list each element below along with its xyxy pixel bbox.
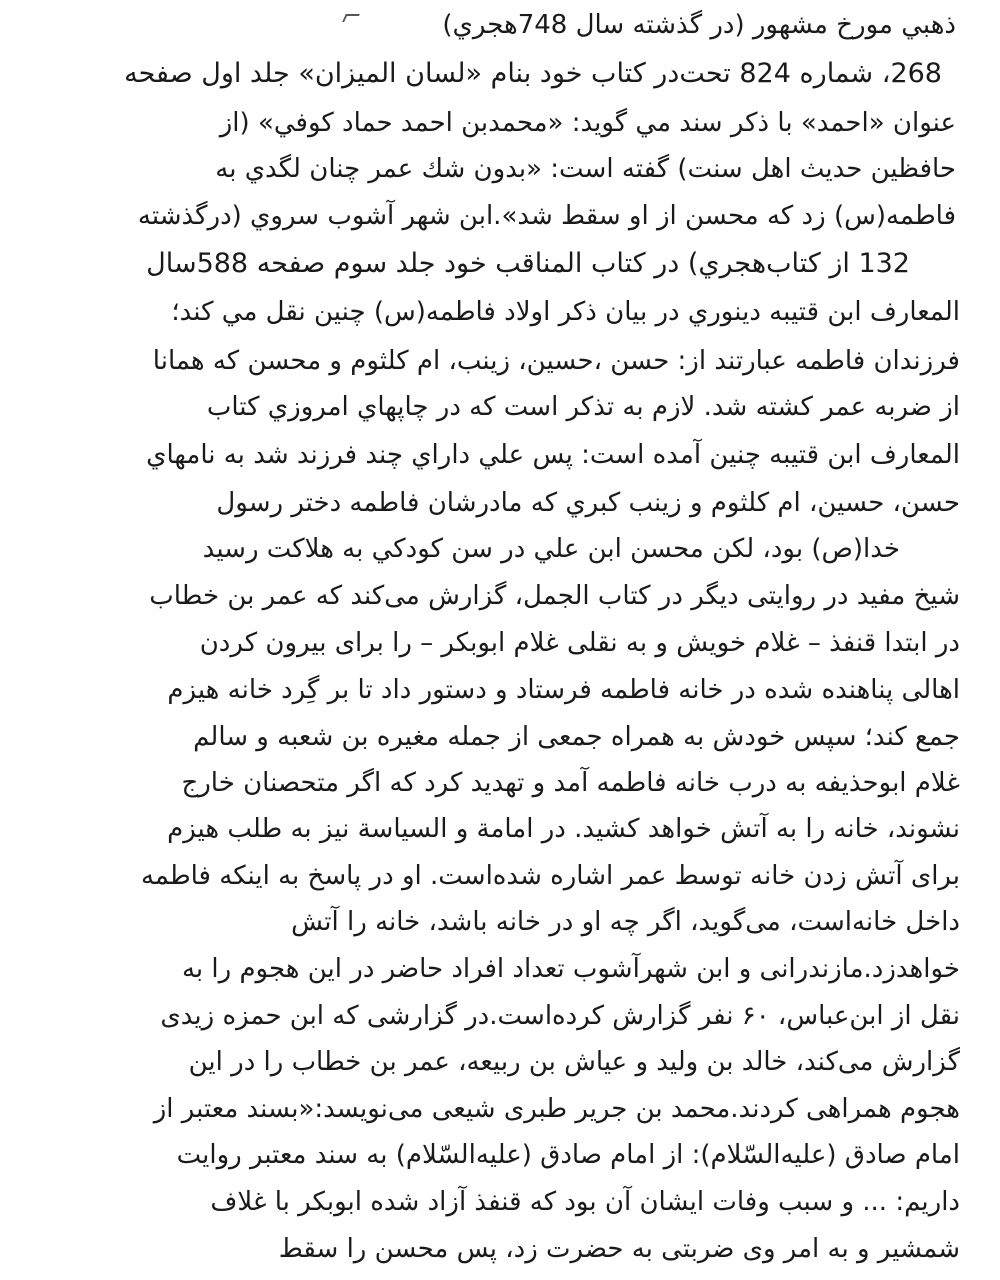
text-line-14: در ابتدا قنفذ – غلام خویش و به نقلی غلام ابوبکر – را برای بیرون کردن: [199, 628, 960, 658]
text-line-7: المعارف ابن قتيبه دينوري در بيان ذكر اولاد فاطمه(س) چنين نقل مي كند؛: [171, 297, 960, 327]
text-line-8: فرزندان فاطمه عبارتند از: حسن ،حسين، زينب، ام كلثوم و محسن كه همانا: [152, 346, 960, 376]
text-line-18: نشوند، خانه را به آتش خواهد کشید. در امامة و السیاسة نیز به طلب هیزم: [167, 814, 960, 844]
text-line-13: شیخ مفید در روایتی دیگر در کتاب الجمل، گزارش می‌کند که عمر بن خطاب: [149, 581, 960, 611]
text-line-15: اهالی پناهنده شده در خانه فاطمه فرستاد و دستور داد تا بر گِرد خانه هیزم: [167, 675, 960, 705]
text-line-9: از ضربه عمر كشته شد. لازم به تذكر است كه در چاپهاي امروزي كتاب: [206, 392, 960, 422]
text-line-1: ذهبي مورخ مشهور (در گذشته سال 748هجري): [442, 10, 956, 40]
text-line-2: 268، شماره 824 تحت‌در كتاب خود بنام «لسان الميزان» جلد اول صفحه: [124, 58, 942, 89]
text-line-5: فاطمه(س) زد كه محسن از او سقط شد».ابن شهر آشوب سروي (درگذشته: [137, 201, 956, 231]
text-line-16: جمع کند؛ سپس خودش به همراه جمعی از جمله مغیره بن شعبه و سالم: [193, 722, 960, 752]
text-line-25: امام صادق (علیه‌السّلام): از امام صادق (علیه‌السّلام) به سند معتبر روایت: [176, 1140, 960, 1170]
text-line-11: حسن، حسين، ام كلثوم و زينب كبري كه مادرشان فاطمه دختر رسول: [216, 488, 960, 518]
text-line-4: حافظين حديث اهل سنت) گفته است: «بدون شك عمر چنان لگدي به: [215, 154, 956, 184]
text-line-12: خدا(ص) بود، لكن محسن ابن علي در سن كودكي به هلاكت رسيد: [202, 534, 900, 564]
text-line-23: گزارش می‌کند، خالد بن ولید و عیاش بن ربیعه، عمر بن خطاب را در این: [188, 1047, 960, 1077]
text-line-22: نقل از ابن‌عباس، ۶۰ نفر گزارش کرده‌است.در گزارشی که ابن حمزه زیدی: [160, 1001, 960, 1031]
text-line-10: المعارف ابن قتيبه چنين آمده است: پس علي داراي چند فرزند شد به نامهاي: [146, 440, 960, 470]
text-line-26: داریم: ... و سبب وفات ایشان آن بود که قنفذ آزاد شده ابوبکر با غلاف: [210, 1187, 960, 1217]
text-line-19: برای آتش زدن خانه توسط عمر اشاره شده‌است. او در پاسخ به اینکه فاطمه: [140, 861, 960, 891]
text-line-21: خواهدزد.مازندرانی و ابن شهرآشوب تعداد افراد حاضر در این هجوم را به: [181, 954, 960, 984]
text-line-24: هجوم همراهی کردند.محمد بن جریر طبری شیعی می‌نویسد:«بسند معتبر از: [153, 1094, 960, 1124]
text-line-3: عنوان «احمد» با ذكر سند مي گويد: «محمدبن احمد حماد كوفي» (از: [219, 108, 956, 138]
text-line-27: شمشیر و به امر وی ضربتی به حضرت زد، پس محسن را سقط: [278, 1234, 960, 1264]
text-line-17: غلام ابوحذیفه به درب خانه فاطمه آمد و تهدید کرد که اگر متحصنان خارج: [181, 768, 960, 798]
scroll-mark-icon: [342, 14, 360, 22]
text-line-20: داخل خانه‌است، می‌گوید، اگر چه او در خانه باشد، خانه را آتش: [291, 907, 960, 937]
text-line-6: 132 از كتاب‌هجري) در كتاب المناقب خود جلد سوم صفحه 588سال: [146, 248, 910, 279]
